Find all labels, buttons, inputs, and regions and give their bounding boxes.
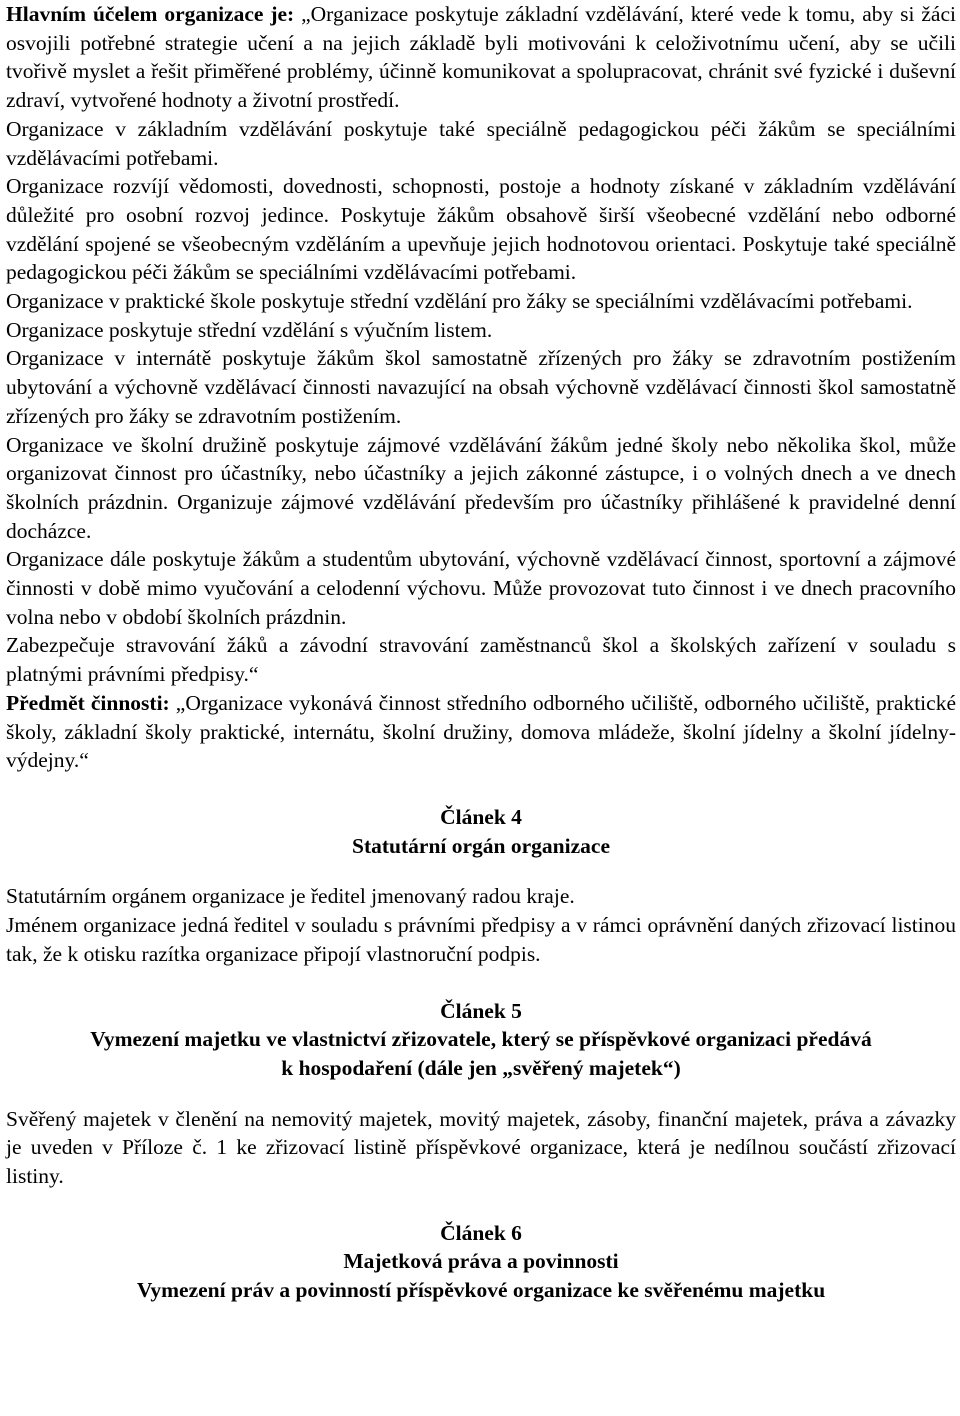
article-4-title: Statutární orgán organizace [352, 833, 610, 858]
article-4-paragraph-2: Jménem organizace jedná ředitel v souladu s právními předpisy a v rámci oprávnění daných zřizovací listinou tak, že k otisku razítka organizace připojí vlastnoruční podpis. [6, 913, 956, 966]
purpose-paragraph-7: Organizace dále poskytuje žákům a studentům ubytování, výchovně vzdělávací činnost, sportovní a zájmové činnosti v době mimo vyučování a celodenní výchovu. Může provozovat tuto činnost i ve dnech pracovního volna nebo v období školních prázdnin. [6, 547, 956, 629]
purpose-paragraph-4: Organizace poskytuje střední vzdělání s výučním listem. [6, 317, 493, 342]
spacer [6, 1083, 956, 1105]
article-5-paragraph-1: Svěřený majetek v členění na nemovitý majetek, movitý majetek, zásoby, finanční majetek, práva a závazky je uveden v Příloze č. 1 ke zřizovací listině příspěvkové organizace, která je nedílnou součástí zřizovací listiny. [6, 1106, 956, 1189]
article-6-title-line-2: Vymezení práv a povinností příspěvkové organizace ke svěřenému majetku [136, 1278, 826, 1303]
article-5-number: Článek 5 [440, 998, 522, 1023]
purpose-paragraph-1: Organizace v základním vzdělávání poskytuje také speciálně pedagogickou péči žákům se speciálními vzdělávacími potřebami. [6, 116, 956, 170]
article-5-title-line-2: k hospodaření (dále jen „svěřený majetek“) [281, 1055, 681, 1080]
subject-label: Předmět činnosti: [6, 690, 170, 715]
purpose-label: Hlavním účelem organizace je: [6, 2, 295, 26]
subject-text: „Organizace vykonává činnost středního odborného učiliště, odborného učiliště, praktické školy, základní školy praktické, internátu, školní družiny, domova mládeže, školní jídelny a školní jídelny-výdejny.“ [6, 690, 956, 773]
document-page [6, 0, 956, 1305]
purpose-text: „Organizace poskytuje základní vzdělávání, které vede k tomu, aby si žáci osvojili potřebné strategie učení a na jejich základě byli motivováni k celoživotnímu učení, aby se učili tvořivě myslet a řešit přiměřené problémy, účinně komunikovat a spolupracovat, chránit své fyzické i duševní zdraví, vytvořené hodnoty a životní prostředí. [6, 2, 956, 113]
purpose-paragraph-3: Organizace v praktické škole poskytuje střední vzdělání pro žáky se speciálními vzdělávacími potřebami. [6, 289, 913, 314]
article-4-number: Článek 4 [440, 804, 522, 829]
purpose-paragraph-2: Organizace rozvíjí vědomosti, dovednosti, schopnosti, postoje a hodnoty získané v základním vzdělávání důležité pro osobní rozvoj jedince. Poskytuje žákům obsahově širší všeobecné vzdělání nebo odborné vzdělání spojené se všeobecným vzděláním a upevňuje jejich hodnotovou orientaci. Poskytuje také speciálně pedagogickou péči žákům se speciálními vzdělávacími potřebami. [6, 174, 956, 285]
subject-paragraph [6, 689, 956, 775]
article-6-title-line-1: Majetková práva a povinnosti [343, 1249, 619, 1274]
purpose-paragraph-6: Organizace ve školní družině poskytuje zájmové vzdělávání žákům jedné školy nebo několika škol, může organizovat činnost pro účastníky, nebo účastníky a jejich zákonné zástupce, i o volných dnech a ve dnech školních prázdnin. Organizuje zájmové vzdělávání především pro účastníky přihlášené k pravidelné denní docházce. [6, 432, 956, 543]
article-6-number: Článek 6 [440, 1220, 522, 1245]
spacer [6, 969, 956, 997]
article-4-paragraph-1: Statutárním orgánem organizace je ředitel jmenovaný radou kraje. [6, 884, 575, 909]
purpose-paragraph-5: Organizace v internátě poskytuje žákům škol samostatně zřízených pro žáky se zdravotním postižením ubytování a výchovně vzdělávací činnosti navazující na obsah výchovně vzdělávací činnosti škol samostatně zřízených pro žáky se zdravotním postižením. [6, 346, 956, 428]
purpose-paragraph-8: Zabezpečuje stravování žáků a závodní stravování zaměstnanců škol a školských zařízení v souladu s platnými právními předpisy.“ [6, 633, 956, 687]
article-5-title-line-1: Vymezení majetku ve vlastnictví zřizovatele, který se příspěvkové organizaci předává [90, 1027, 872, 1052]
spacer [6, 775, 956, 803]
spacer [6, 860, 956, 882]
purpose-paragraph [6, 0, 956, 115]
spacer [6, 1191, 956, 1219]
